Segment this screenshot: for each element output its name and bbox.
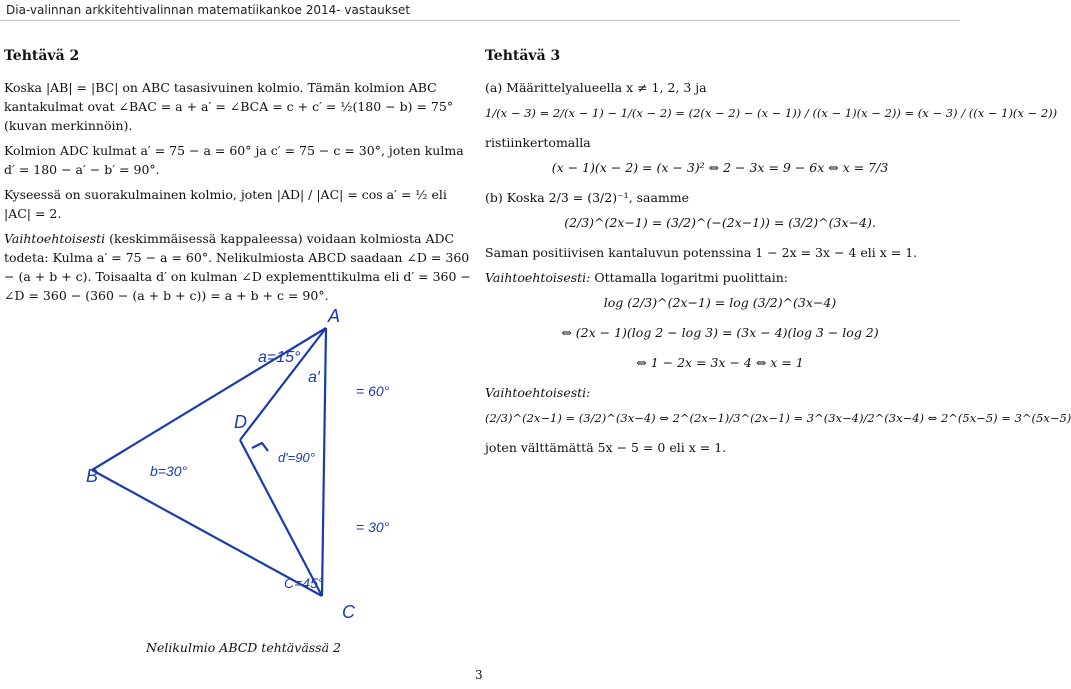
cross-multiply-text: ristiinkertomalla <box>485 135 591 150</box>
alt-label: Vaihtoehtoisesti <box>4 231 106 246</box>
equation-5: ⇔ (2x − 1)(log 2 − log 3) = (3x − 4)(log 3 − log 2) <box>561 325 879 340</box>
task-2-heading: Tehtävä 2 <box>4 48 80 64</box>
page-number: 3 <box>475 668 483 682</box>
label-B: B <box>86 466 99 486</box>
window-title: Dia-valinnan arkkitehtivalinnan matematiikankoe 2014- vastaukset <box>6 3 411 17</box>
alt-text: (keskimmäisessä kappaleessa) voidaan kolmiosta ADC todeta: Kulma a′ = 75 − a = 60°. Nelikulmiosta ABCD saadaan ∠D = 360 − (a + b + c). Toisaalta d′ on kulman ∠D explementtikulma eli d′ = 360 − ∠D = 360 − (360 − (a + b + c)) = a + b + c = 90°. <box>4 231 471 303</box>
task-3-heading: Tehtävä 3 <box>485 48 561 64</box>
equation-6: ⇔ 1 − 2x = 3x − 4 ⇔ x = 1 <box>636 355 804 370</box>
equation-7: (2/3)^(2x−1) = (3/2)^(3x−4) ⇔ 2^(2x−1)/3^(2x−1) = 3^(3x−4)/2^(3x−4) ⇔ 2^(5x−5) = 3^(5x−5) <box>485 411 1071 425</box>
equation-1: 1/(x − 3) = 2/(x − 1) − 1/(x − 2) = (2(x − 2) − (x − 1)) / ((x − 1)(x − 2)) = (x − 3) / ((x − 1)(x − 2)) <box>485 106 1058 120</box>
task-3-column <box>485 48 1071 463</box>
angle-c-label: C=45° <box>284 575 324 591</box>
angle-a-prime-label: a′ <box>308 369 320 386</box>
angle-30-label: = 30° <box>356 519 390 535</box>
alternative-2-label: Vaihtoehtoisesti: <box>485 385 591 400</box>
figure-caption: Nelikulmio ABCD tehtävässä 2 <box>146 640 341 655</box>
quadrilateral-figure <box>30 300 460 630</box>
label-A: A <box>328 306 341 326</box>
task-2-column <box>4 48 474 311</box>
task-2-para-3: Kyseessä on suorakulmainen kolmio, joten |AD| / |AC| = cos a′ = ½ eli |AC| = 2. <box>4 187 447 221</box>
alternative-1 <box>485 268 955 287</box>
task-2-para-2: Kolmion ADC kulmat a′ = 75 − a = 60° ja c′ = 75 − c = 30°, joten kulma d′ = 180 − a′ − b′ = 90°. <box>4 143 464 177</box>
equation-4: log (2/3)^(2x−1) = log (3/2)^(3x−4) <box>603 295 837 310</box>
angle-b-label: b=30° <box>150 463 188 479</box>
final-text: joten välttämättä 5x − 5 = 0 eli x = 1. <box>485 440 727 455</box>
angle-60-label: = 60° <box>356 383 390 399</box>
right-angle-mark <box>252 443 268 451</box>
part-b-intro: (b) Koska 2/3 = (3/2)⁻¹, saamme <box>485 190 690 205</box>
angle-d-label: d′=90° <box>278 450 315 465</box>
label-C: C <box>342 602 355 622</box>
side-AC <box>322 328 326 596</box>
angle-a-label: a=15° <box>258 349 301 366</box>
equation-3: (2/3)^(2x−1) = (3/2)^(−(2x−1)) = (3/2)^(3x−4). <box>564 215 876 230</box>
alt1-text: Ottamalla logaritmi puolittain: <box>594 270 788 285</box>
equation-2: (x − 1)(x − 2) = (x − 3)² ⇔ 2 − 3x = 9 − 6x ⇔ x = 7/3 <box>551 160 889 175</box>
window-title-bar <box>0 0 960 21</box>
alt1-label: Vaihtoehtoisesti: <box>485 270 591 285</box>
same-base-text: Saman positiivisen kantaluvun potenssina 1 − 2x = 3x − 4 eli x = 1. <box>485 245 918 260</box>
task-2-para-4 <box>4 229 474 305</box>
part-a-intro: (a) Määrittelyalueella x ≠ 1, 2, 3 ja <box>485 80 707 95</box>
label-D: D <box>234 412 247 432</box>
task-2-para-1: Koska |AB| = |BC| on ABC tasasivuinen kolmio. Tämän kolmion ABC kantakulmat ovat ∠BAC = a + a′ = ∠BCA = c + c′ = ½(180 − b) = 75° (kuvan merkinnöin). <box>4 80 454 133</box>
